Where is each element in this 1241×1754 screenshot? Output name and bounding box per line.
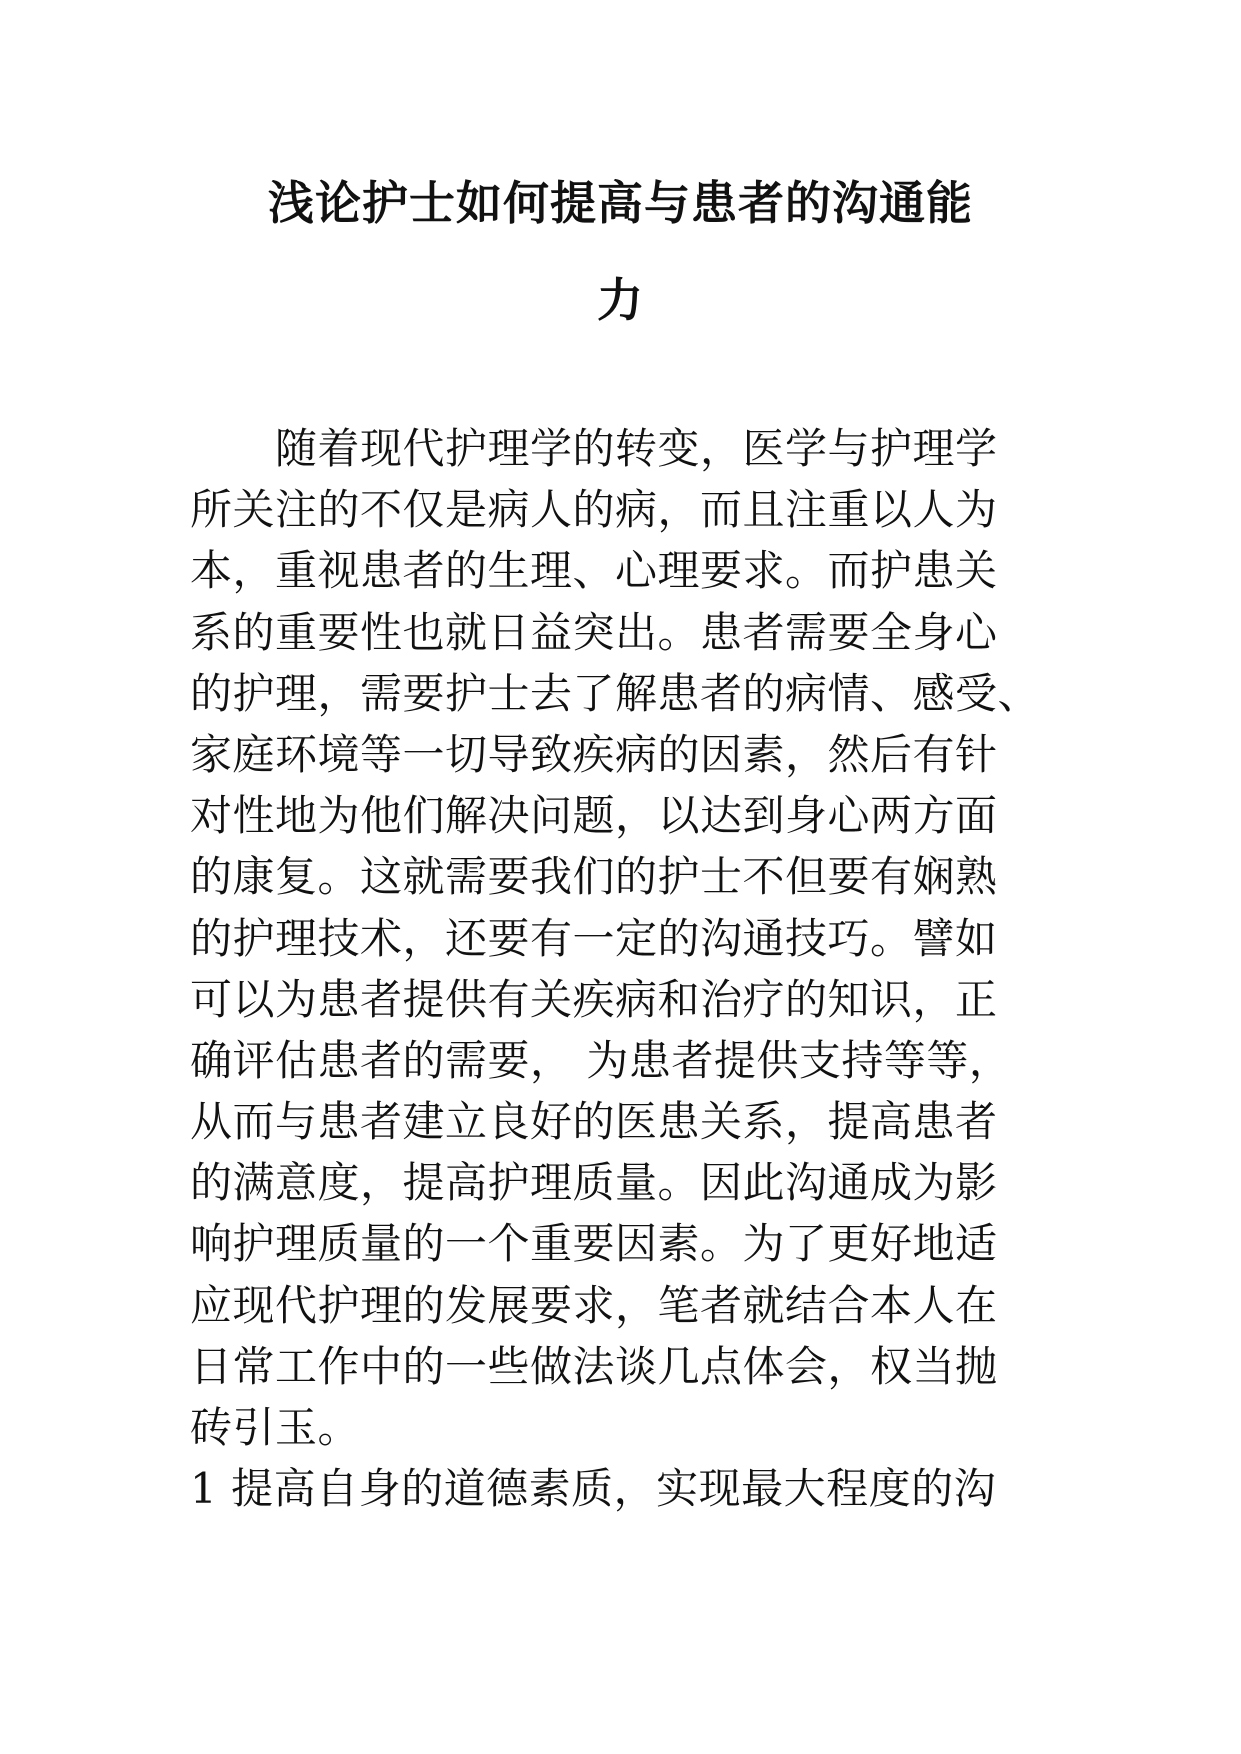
document-title-line-2: 力 — [597, 273, 644, 327]
body-line: 日常工作中的一些做法谈几点体会，权当抛 — [190, 1341, 998, 1391]
body-line: 对性地为他们解决问题，以达到身心两方面 — [190, 791, 998, 841]
body-line: 可以为患者提供有关疾病和治疗的知识，正 — [190, 974, 998, 1024]
body-line: 砖引玉。 — [190, 1403, 361, 1452]
document-body — [190, 418, 1090, 1519]
body-line: 的满意度，提高护理质量。因此沟通成为影 — [190, 1158, 998, 1208]
body-line: 从而与患者建立良好的医患关系，提高患者 — [190, 1097, 998, 1147]
body-line: 的护理技术，还要有一定的沟通技巧。譬如 — [190, 913, 998, 963]
body-line: 应现代护理的发展要求，笔者就结合本人在 — [190, 1280, 998, 1330]
body-line: 所关注的不仅是病人的病，而且注重以人为 — [190, 485, 998, 535]
body-line: 系的重要性也就日益突出。患者需要全身心 — [190, 607, 998, 657]
body-line: 响护理质量的一个重要因素。为了更好地适 — [190, 1219, 998, 1269]
section-heading-line: 1 提高自身的道德素质，实现最大程度的沟 — [190, 1464, 997, 1514]
body-line: 的康复。这就需要我们的护士不但要有娴熟 — [190, 852, 998, 902]
document-title-line-1: 浅论护士如何提高与患者的沟通能 — [268, 176, 973, 230]
body-line: 家庭环境等一切导致疾病的因素，然后有针 — [190, 729, 998, 779]
body-line: 随着现代护理学的转变，医学与护理学 — [190, 424, 998, 473]
body-line: 本，重视患者的生理、心理要求。而护患关 — [190, 546, 998, 596]
body-line: 确评估患者的需要， 为患者提供支持等等， — [190, 1035, 1012, 1085]
body-line: 的护理，需要护士去了解患者的病情、感受、 — [190, 668, 1041, 718]
